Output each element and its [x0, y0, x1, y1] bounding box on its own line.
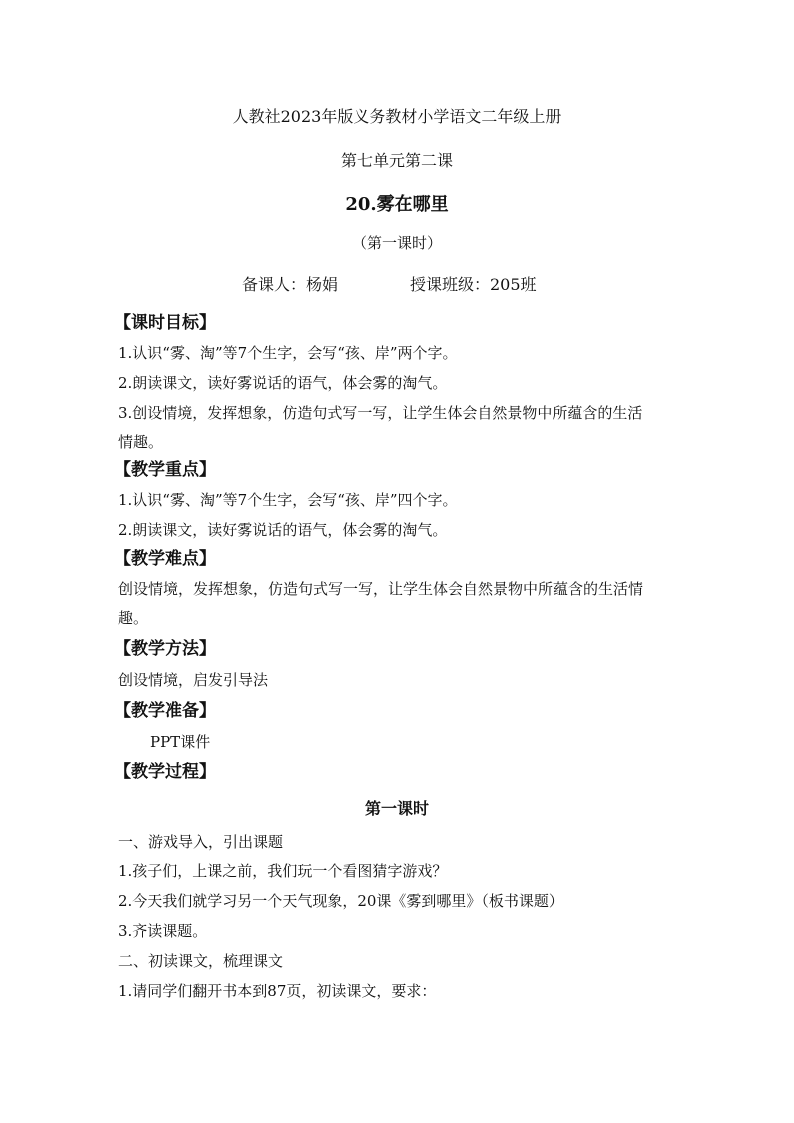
objectives-heading: 【课时目标】	[114, 313, 216, 333]
lesson-title: 20.雾在哪里	[345, 194, 449, 215]
unit-info: 第七单元第二课	[340, 151, 453, 170]
preparation-item: PPT课件	[150, 733, 211, 751]
difficulty-item: 趣。	[118, 609, 149, 627]
process-item: 3.齐读课题。	[118, 922, 208, 940]
objective-item: 情趣。	[118, 433, 164, 451]
difficulty-item: 创设情境，发挥想象，仿造句式写一写，让学生体会自然景物中所蕴含的生活情	[118, 580, 644, 598]
objective-item: 2.朗读课文，读好雾说话的语气，体会雾的淘气。	[118, 374, 448, 392]
session-title: 第一课时	[364, 799, 429, 818]
process-item: 2.今天我们就学习另一个天气现象，20课《雾到哪里》（板书课题）	[118, 892, 564, 910]
objective-item: 3.创设情境，发挥想象，仿造句式写一写，让学生体会自然景物中所蕴含的生活	[118, 404, 643, 422]
difficulties-heading: 【教学难点】	[114, 549, 216, 569]
textbook-info: 人教社2023年版义务教材小学语文二年级上册	[232, 107, 562, 126]
process-heading: 【教学过程】	[114, 762, 216, 782]
key-point-item: 1.认识“雾、淘”等7个生字，会写“孩、岸”四个字。	[118, 491, 458, 509]
methods-heading: 【教学方法】	[114, 639, 216, 659]
preparation-heading: 【教学准备】	[114, 701, 216, 721]
process-item: 二、初读课文，梳理课文	[118, 952, 284, 970]
key-point-item: 2.朗读课文，读好雾说话的语气，体会雾的淘气。	[118, 521, 448, 539]
objective-item: 1.认识“雾、淘”等7个生字，会写“孩、岸”两个字。	[118, 344, 458, 362]
preparer: 备课人：杨娟	[242, 275, 339, 294]
key-points-heading: 【教学重点】	[114, 460, 216, 480]
method-item: 创设情境，启发引导法	[118, 671, 269, 689]
period-label: （第一课时）	[351, 234, 442, 252]
process-item: 1.请同学们翻开书本到87页，初读课文，要求：	[118, 982, 437, 1000]
process-item: 一、游戏导入，引出课题	[118, 833, 284, 851]
process-item: 1.孩子们，上课之前，我们玩一个看图猜字游戏？	[118, 862, 448, 880]
class-info: 授课班级：205班	[410, 275, 537, 294]
